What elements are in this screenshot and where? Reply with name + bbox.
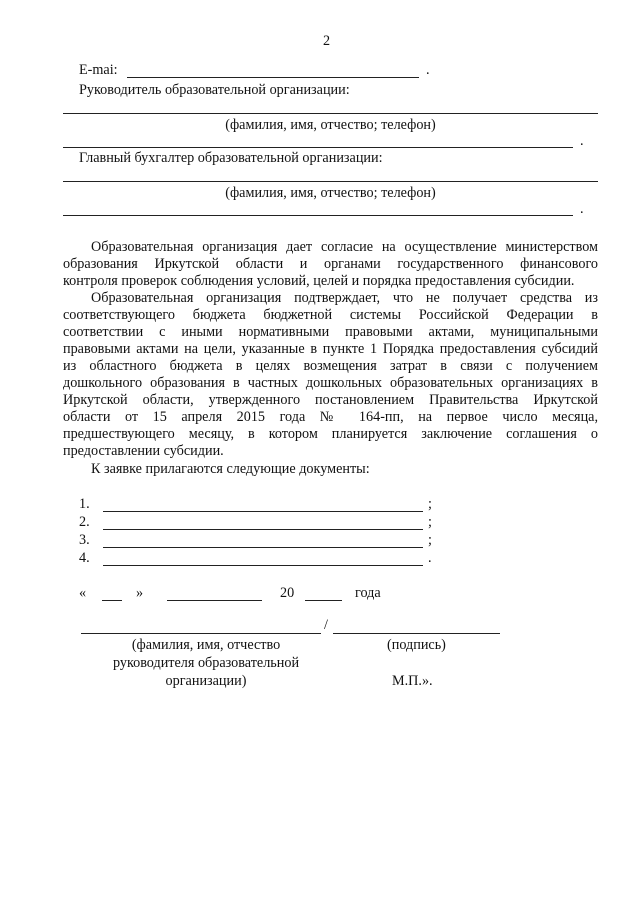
date-close-quote: » — [136, 585, 144, 601]
signer-caption-1: (фамилия, имя, отчество — [131, 637, 281, 653]
attachment-line[interactable] — [103, 547, 423, 548]
attachment-number: 1. — [79, 496, 90, 512]
attachment-number: 3. — [79, 532, 90, 548]
consent-line: образования Иркутской области и органами государственного финансового — [63, 256, 598, 272]
confirm-line: из областного бюджета в целях возмещения затрат в связи с получением — [63, 358, 598, 374]
attachment-end: ; — [428, 514, 432, 530]
attachment-line[interactable] — [103, 565, 423, 566]
head-label: Руководитель образовательной организации: — [79, 82, 350, 98]
attachment-end: . — [428, 550, 432, 566]
confirm-line: соответствии с иными нормативными правовыми актами, муниципальными — [63, 324, 598, 340]
confirm-paragraph — [63, 290, 598, 460]
accountant-line-2[interactable] — [63, 215, 573, 216]
confirm-line: Иркутской области, утвержденного постановлением Правительства Иркутской — [63, 392, 598, 408]
consent-line: контроля проверок соблюдения условий, целей и порядка предоставления субсидии. — [63, 273, 575, 289]
date-open-quote: « — [79, 585, 87, 601]
confirm-line: правовыми актами на цели, указанные в пункте 1 Порядка предоставления субсидий — [63, 341, 598, 357]
attachment-end: ; — [428, 532, 432, 548]
confirm-line: предшествующего месяцу, в котором планируется заключение соглашения о — [63, 426, 598, 442]
accountant-line-1[interactable] — [63, 181, 598, 182]
date-month-line[interactable] — [167, 600, 262, 601]
signature-line[interactable] — [333, 633, 500, 634]
page-number: 2 — [323, 33, 331, 49]
consent-paragraph — [63, 239, 598, 290]
seal-label: М.П.». — [392, 673, 433, 689]
attachment-number: 2. — [79, 514, 90, 530]
attachments-label: К заявке прилагаются следующие документы: — [91, 461, 370, 477]
date-year-word: года — [355, 585, 381, 601]
email-line[interactable] — [127, 77, 419, 78]
head-caption: (фамилия, имя, отчество; телефон) — [225, 117, 436, 133]
date-day-line[interactable] — [102, 600, 122, 601]
date-year-line[interactable] — [305, 600, 342, 601]
signature-slash: / — [324, 617, 328, 633]
head-line-2[interactable] — [63, 147, 573, 148]
attachment-end: ; — [428, 496, 432, 512]
consent-line: Образовательная организация дает согласие на осуществление министерством — [91, 239, 598, 255]
head-line-1[interactable] — [63, 113, 598, 114]
attachment-line[interactable] — [103, 511, 423, 512]
signer-name-line[interactable] — [81, 633, 321, 634]
confirm-line: области от 15 апреля 2015 года № 164-пп, на первое число месяца, — [63, 409, 598, 425]
attachment-number: 4. — [79, 550, 90, 566]
email-end: . — [426, 62, 430, 78]
head-period: . — [580, 133, 584, 149]
signer-caption-2: руководителя образовательной — [112, 655, 300, 671]
confirm-line: соответствующего бюджета бюджетной системы Российской Федерации в — [63, 307, 598, 323]
accountant-label: Главный бухгалтер образовательной организации: — [79, 150, 383, 166]
signature-caption: (подпись) — [387, 637, 446, 653]
attachment-line[interactable] — [103, 529, 423, 530]
confirm-line: дошкольного образования в частных дошкольных образовательных организациях в — [63, 375, 598, 391]
email-label: E-mai: — [79, 62, 118, 78]
signer-caption-3: организации) — [165, 673, 247, 689]
accountant-caption: (фамилия, имя, отчество; телефон) — [225, 185, 436, 201]
accountant-period: . — [580, 201, 584, 217]
date-century: 20 — [280, 585, 295, 601]
confirm-line: предоставлении субсидии. — [63, 443, 224, 459]
confirm-line: Образовательная организация подтверждает, что не получает средства из — [91, 290, 598, 306]
